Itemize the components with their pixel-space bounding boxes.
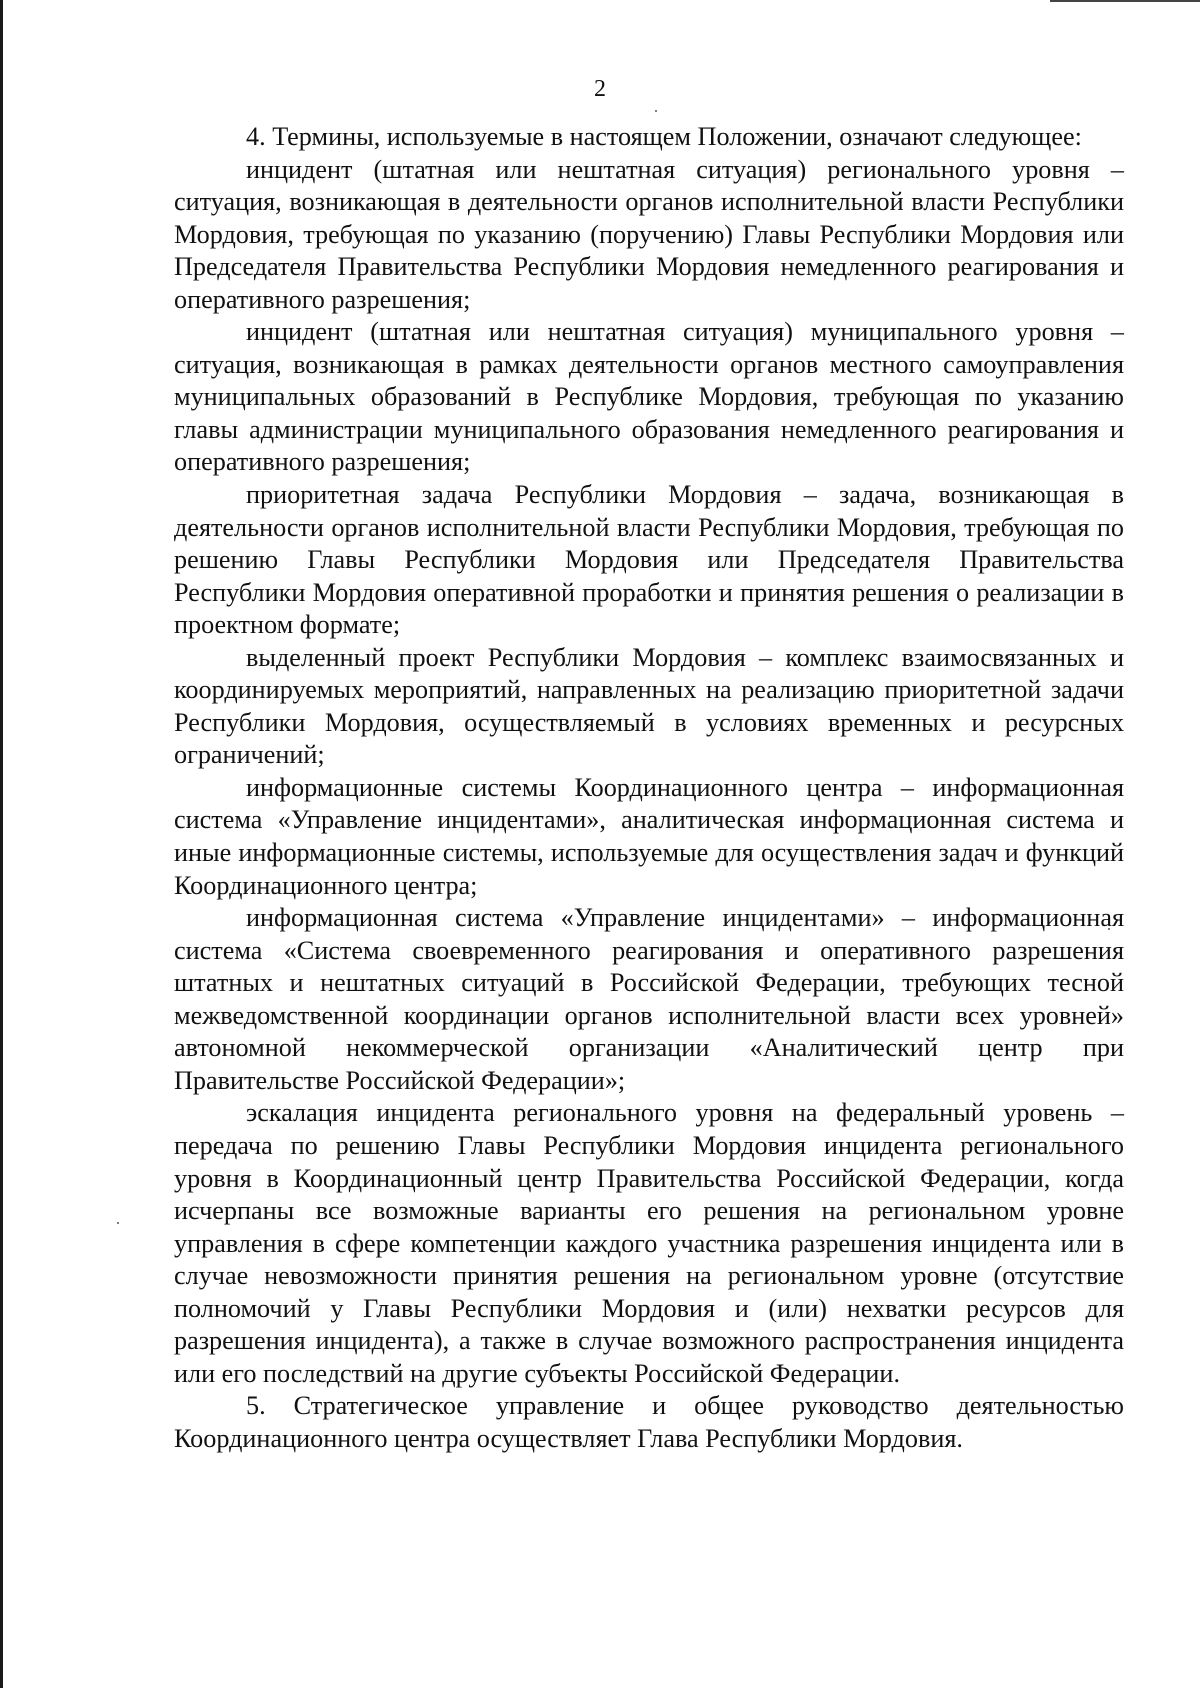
paragraph-priority-task: приоритетная задача Республики Мордовия – задача, возникающая в деятельности органов исполнительной власти Республики Мордовия, требующая по решению Главы Республики Мордовия или Председателя Правительства Республики Мордовия оперативной проработки и принятия решения о реализации в проектном формате; xyxy=(174,480,1124,640)
paragraph-terms-intro: 4. Термины, используемые в настоящем Положении, означают следующее: xyxy=(246,122,1082,151)
scan-speck xyxy=(117,1222,119,1224)
scan-edge-left xyxy=(0,0,3,1688)
paragraph-information-systems: информационные системы Координационного центра – информационная система «Управление инцидентами», аналитическая информационная система и иные информационные системы, используемые для осуществления задач и функций Координационного центра; xyxy=(174,772,1124,900)
paragraph-regional-incident: инцидент (штатная или нештатная ситуация) регионального уровня – ситуация, возникающая в деятельности органов исполнительной власти Республики Мордовия, требующая по указанию (поручению) Главы Республики Мордовия или Председателя Правительства Республики Мордовия немедленного реагирования и оперативного разрешения; xyxy=(174,154,1124,314)
scan-edge-top xyxy=(1050,0,1200,2)
paragraph-escalation: эскалация инцидента регионального уровня на федеральный уровень – передача по решению Главы Республики Мордовия инцидента регионального уровня в Координационный центр Правительства Российской Федерации, когда исчерпаны все возможные варианты его решения на региональном уровне управления в сфере компетенции каждого участника разрешения инцидента или в случае невозможности принятия решения на региональном уровне (отсутствие полномочий у Главы Республики Мордовия и (или) нехватки ресурсов для разрешения инцидента), а также в случае возможного распространения инцидента или его последствий на другие субъекты Российской Федерации. xyxy=(174,1098,1124,1388)
page-number: 2 xyxy=(594,76,606,102)
paragraph-municipal-incident: инцидент (штатная или нештатная ситуация) муниципального уровня – ситуация, возникающая в рамках деятельности органов местного самоуправления муниципальных образований в Республике Мордовия, требующая по указанию главы администрации муниципального образования немедленного реагирования и оперативного разрешения; xyxy=(174,317,1124,477)
paragraph-dedicated-project: выделенный проект Республики Мордовия – комплекс взаимосвязанных и координируемых мероприятий, направленных на реализацию приоритетной задачи Республики Мордовия, осуществляемый в условиях временных и ресурсных ограничений; xyxy=(174,642,1124,770)
scan-speck xyxy=(655,110,657,112)
document-body xyxy=(174,121,1124,1455)
paragraph-incident-management-system: информационная система «Управление инцидентами» – информационная система «Система своевременного реагирования и оперативного разрешения штатных и нештатных ситуаций в Российской Федерации, требующих тесной межведомственной координации органов исполнительной власти всех уровней» автономной некоммерческой организации «Аналитический центр при Правительстве Российской Федерации»; xyxy=(174,903,1124,1095)
paragraph-strategic-management: 5. Стратегическое управление и общее руководство деятельностью Координационного центра осуществляет Глава Республики Мордовия. xyxy=(174,1391,1124,1453)
